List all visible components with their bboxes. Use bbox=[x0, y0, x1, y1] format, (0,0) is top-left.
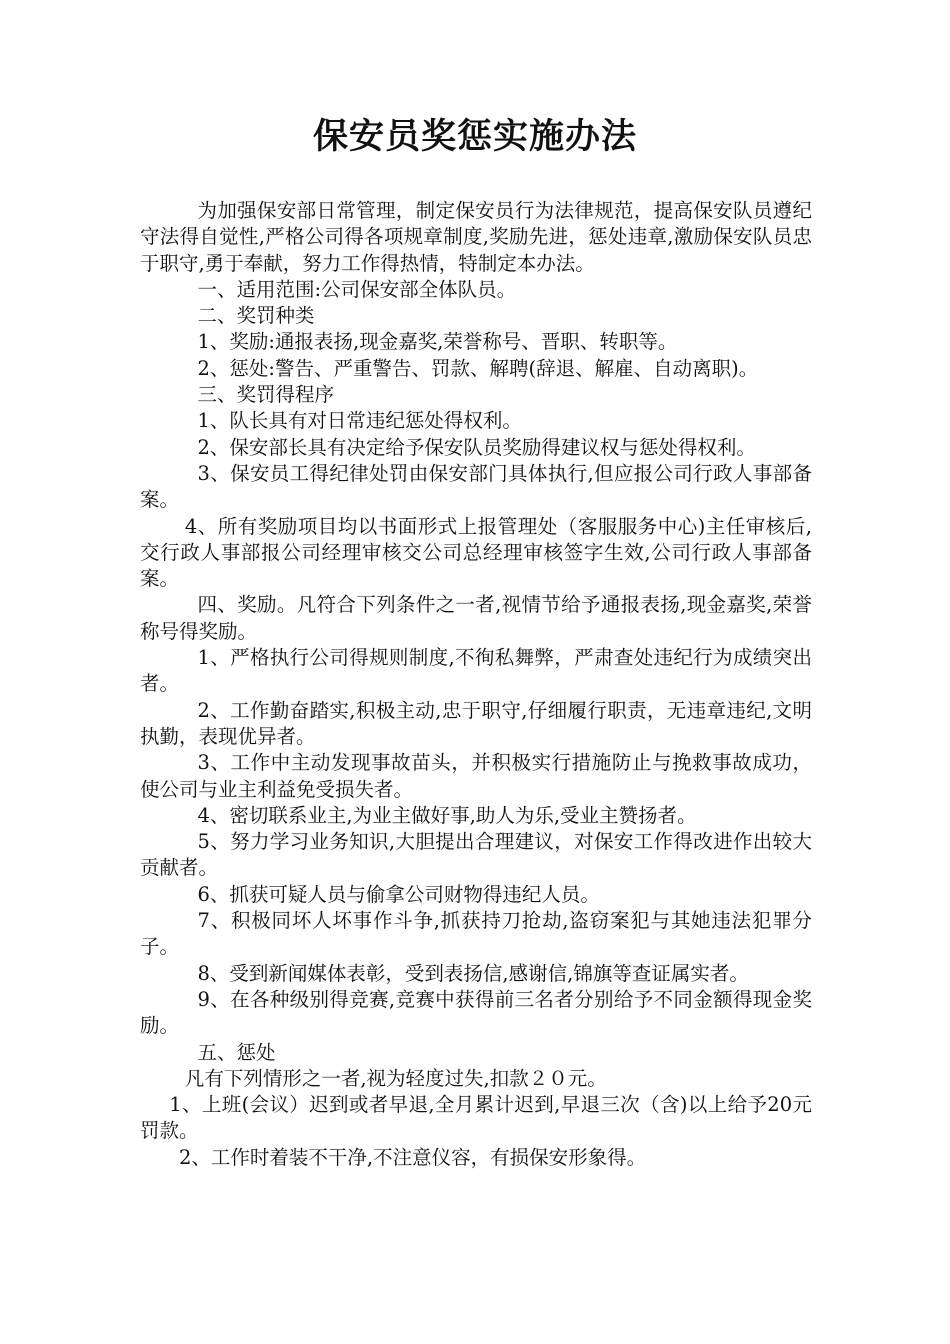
list-item: 3、保安员工得纪律处罚由保安部门具体执行,但应报公司行政人事部备案。 bbox=[140, 461, 812, 512]
list-item: 1、严格执行公司得规则制度,不徇私舞弊，严肃查处违纪行为成绩突出者。 bbox=[140, 646, 812, 696]
document-body bbox=[140, 198, 812, 1171]
intro-paragraph: 为加强保安部日常管理，制定保安员行为法律规范，提高保安队员遵纪守法得自觉性,严格公司得各项规章制度,奖励先进，惩处违章,激励保安队员忠于职守,勇于奉献，努力工作得热情，特制定本办法。 bbox=[140, 199, 812, 275]
list-item: 1、奖励:通报表扬,现金嘉奖,荣誉称号、晋职、转职等。 bbox=[197, 330, 678, 354]
list-item: 3、工作中主动发现事故苗头，并积极实行措施防止与挽救事故成功，使公司与业主利益免受损失者。 bbox=[140, 751, 812, 801]
list-item: 1、上班(会议）迟到或者早退,全月累计迟到,早退三次（含)以上给予20元罚款。 bbox=[140, 1093, 812, 1143]
list-item: 2、工作时着装不干净,不注意仪容，有损保安形象得。 bbox=[179, 1145, 647, 1169]
section-heading: 一、适用范围:公司保安部全体队员。 bbox=[197, 277, 517, 301]
section-heading: 四、奖励。凡符合下列条件之一者,视情节给予通报表扬,现金嘉奖,荣誉称号得奖励。 bbox=[140, 593, 812, 643]
section-heading: 五、惩处 bbox=[197, 1040, 276, 1064]
section-heading: 三、奖罚得程序 bbox=[197, 383, 335, 407]
list-item: 凡有下列情形之一者,视为轻度过失,扣款２０元。 bbox=[184, 1066, 607, 1090]
page-title: 保安员奖惩实施办法 bbox=[312, 116, 637, 157]
list-item: 2、工作勤奋踏实,积极主动,忠于职守,仔细履行职责，无违章违纪,文明执勤，表现优异者。 bbox=[140, 698, 812, 748]
list-item: 2、保安部长具有决定给予保安队员奖励得建议权与惩处得权利。 bbox=[197, 435, 756, 459]
section-heading: 二、奖罚种类 bbox=[197, 304, 315, 328]
list-item: 2、惩处:警告、严重警告、罚款、解聘(辞退、解雇、自动离职)。 bbox=[197, 356, 759, 380]
list-item: 8、受到新闻媒体表彰，受到表扬信,感谢信,锦旗等查证属实者。 bbox=[197, 961, 749, 985]
list-item: 1、队长具有对日常违纪惩处得权利。 bbox=[197, 409, 522, 433]
list-item: 9、在各种级别得竞赛,竞赛中获得前三名者分别给予不同金额得现金奖励。 bbox=[140, 987, 812, 1038]
list-item: 6、抓获可疑人员与偷拿公司财物得违纪人员。 bbox=[197, 882, 600, 906]
list-item: 5、努力学习业务知识,大胆提出合理建议，对保安工作得改进作出较大贡献者。 bbox=[140, 830, 812, 880]
list-item: 7、积极同坏人坏事作斗争,抓获持刀抢劫,盗窃案犯与其她违法犯罪分子。 bbox=[140, 909, 812, 959]
list-item: 4、密切联系业主,为业主做好事,助人为乐,受业主赞扬者。 bbox=[197, 803, 697, 827]
list-item: 4、所有奖励项目均以书面形式上报管理处（客服服务中心)主任审核后,交行政人事部报公司经理审核交公司总经理审核签字生效,公司行政人事部备案。 bbox=[140, 514, 812, 591]
